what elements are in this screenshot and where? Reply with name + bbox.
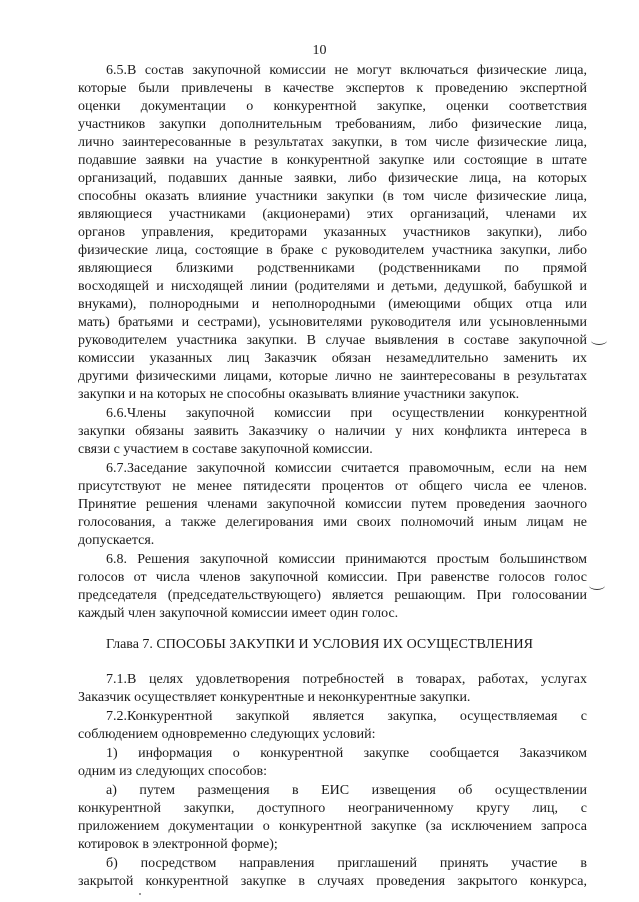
text-line: конкурентной закупки, доступного неограниченному кругу лиц, с [78,801,587,816]
text-line: закупки обязаны заявить Заказчику о наличии у них конфликта интереса в [78,424,587,439]
text-line: котировок в электронной форме); [78,837,278,852]
text-line: допускается. [78,533,155,548]
text-line: мать) братьями и сестрами), усыновителями руководителя или усыновленными [78,315,587,330]
text-line: приложением документации о конкурентной закупке (за исключением запроса [78,819,587,834]
text-line: соблюдением одновременно следующих условий: [78,727,376,742]
text-line: являющиеся близкими родственниками (родственниками по прямой [78,261,587,276]
text-line: 6.5.В состав закупочной комиссии не могут включаться физические лица, [106,63,587,78]
text-line: лично заинтересованные в результатах закупки, в том числе физические лица, [78,135,587,150]
text-line: 1) информация о конкурентной закупке сообщается Заказчиком [106,746,587,761]
text-line: связи с участием в составе закупочной комиссии. [78,442,373,457]
text-line: голосов от числа членов закупочной комиссии. При равенстве голосов голос [78,570,587,585]
text-line: присутствуют не менее пятидесяти процентов от общего числа ее членов. [78,479,587,494]
margin-pen-mark [589,581,605,590]
text-line: которые были привлечены в качестве экспертов к проведению экспертной [78,81,587,96]
text-line: другими физическими лицами, которые лично не заинтересованы в результатах [78,369,587,384]
text-line: одним из следующих способов: [78,764,268,779]
text-line: голосования, а также делегирования ими своих полномочий иным лицам не [78,515,587,530]
text-line: организаций, подавших данные заявки, либо физические лица, на которых [78,171,587,186]
text-line: участников закупки дополнительным требованиям, либо физические лица, [78,117,587,132]
text-line: председателя (председательствующего) является решающим. При голосовании [78,588,587,603]
text-line: 6.7.Заседание закупочной комиссии считается правомочным, если на нем [106,461,587,476]
page-number: 10 [312,43,327,58]
text-line: каждый член закупочной комиссии имеет один голос. [78,606,399,621]
text-line: оценки документации о конкурентной закупке, оценки соответствия [78,99,587,114]
text-line: 7.2.Конкурентной закупкой является закупка, осуществляемая с [106,709,587,724]
text-line: закрытой конкурентной закупке в случаях проведения закрытого конкурса, [78,874,587,889]
scan-speck [139,893,141,895]
text-line: Принятие решения членами закупочной комиссии путем проведения заочного [78,497,587,512]
text-line: руководителем участника закупки. В случае выявления в составе закупочной [78,333,587,348]
text-line: физические лица, состоящие в браке с руководителем участника закупки, либо [78,243,587,258]
chapter-heading: Глава 7. СПОСОБЫ ЗАКУПКИ И УСЛОВИЯ ИХ ОСУЩЕСТВЛЕНИЯ [106,637,533,652]
margin-pen-mark [591,336,607,345]
text-line: являющиеся участниками (акционерами) этих организаций, членами их [78,207,587,222]
text-line: б) посредством направления приглашений принять участие в [106,856,587,871]
text-line: комиссии указанных лиц Заказчик обязан незамедлительно заменить их [78,351,587,366]
text-line: 7.1.В целях удовлетворения потребностей в товарах, работах, услугах [106,672,587,687]
text-line: восходящей и нисходящей линии (родителями и детьми, дедушкой, бабушкой и [78,279,587,294]
text-line: а) путем размещения в ЕИС извещения об осуществлении [106,783,587,798]
text-line: способны оказать влияние участники закупки (в том числе физические лица, [78,189,587,204]
text-line: органов управления, кредиторами указанных участников закупки), либо [78,225,587,240]
text-line: внуками), полнородными и неполнородными (имеющими общих отца или [78,297,587,312]
text-line: 6.6.Члены закупочной комиссии при осуществлении конкурентной [106,406,587,421]
text-line: 6.8. Решения закупочной комиссии принимаются простым большинством [106,552,587,567]
text-line: Заказчик осуществляет конкурентные и неконкурентные закупки. [78,690,471,705]
text-line: закупки и на которых не способны оказывать влияние участники закупок. [78,387,520,402]
text-line: подавшие заявки на участие в конкурентной закупке или состоящие в штате [78,153,587,168]
